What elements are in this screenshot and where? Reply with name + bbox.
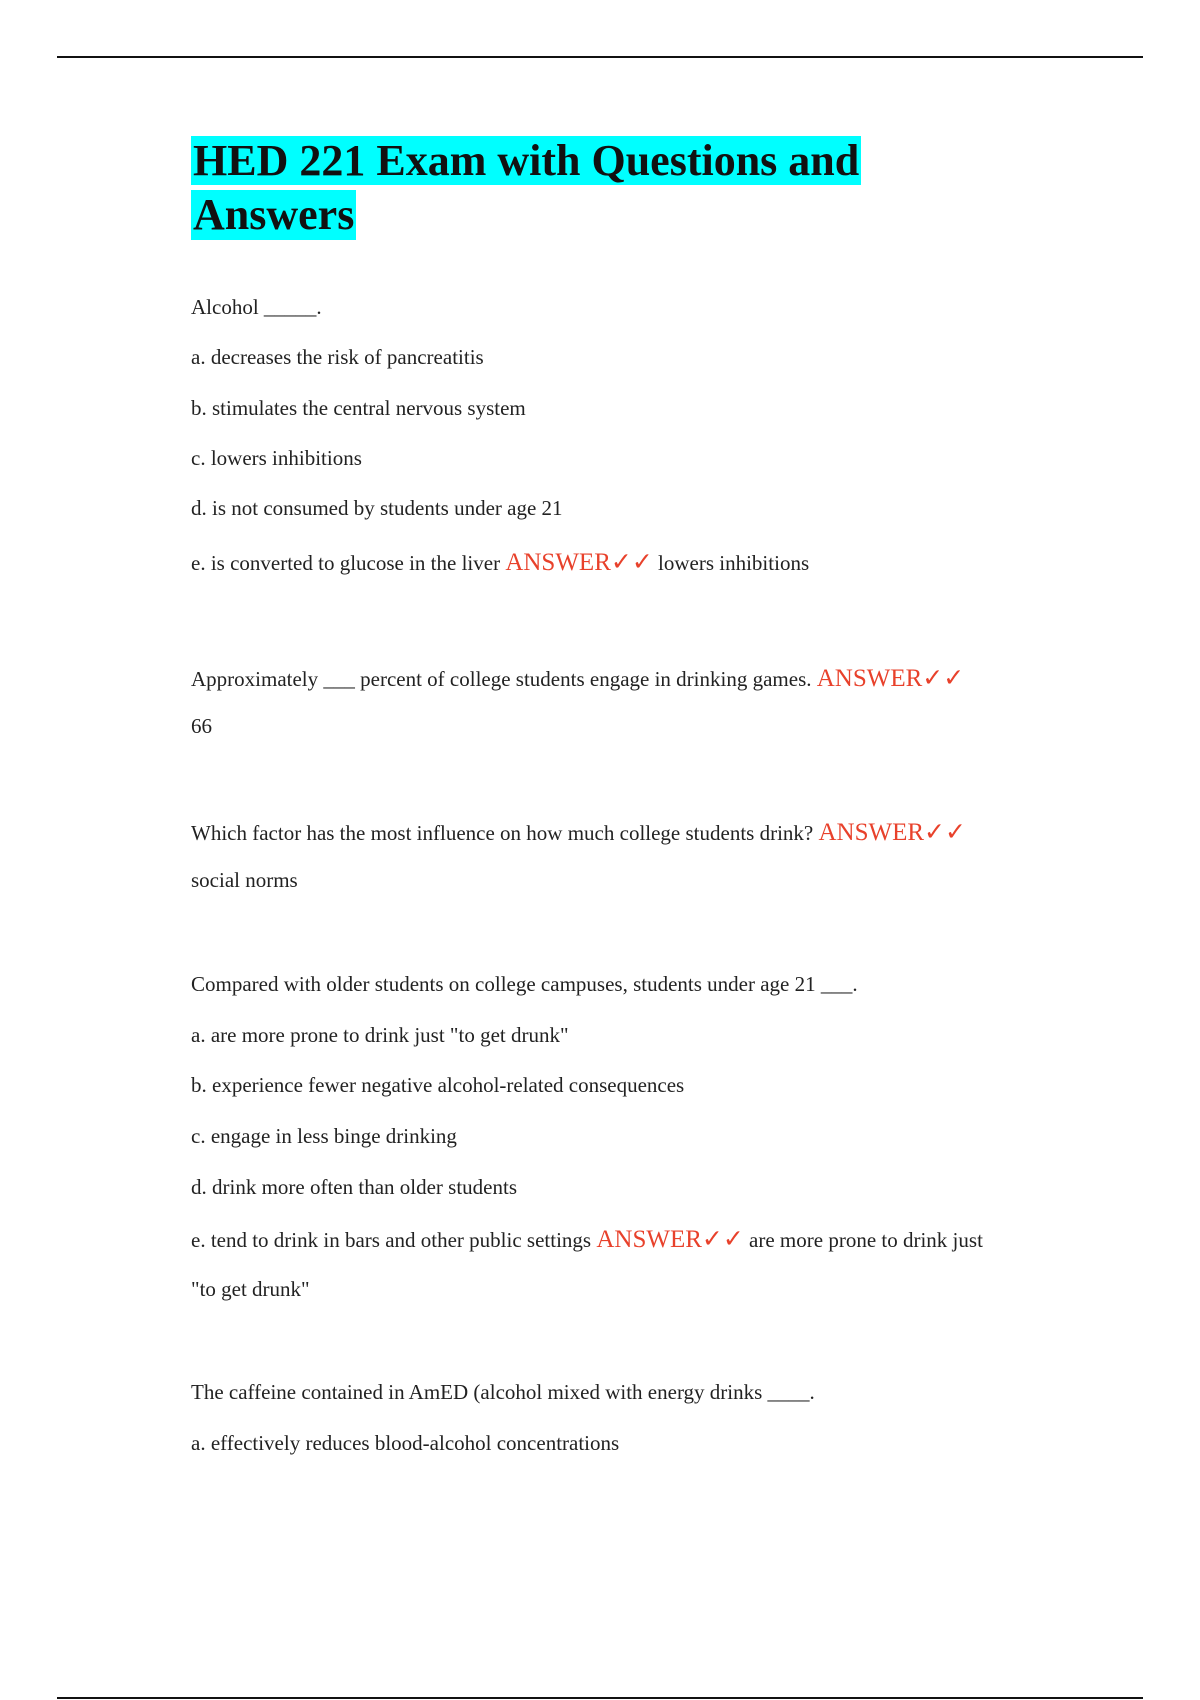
question-2-answer: 66: [191, 714, 212, 738]
answer-continuation: "to get drunk": [191, 1277, 310, 1301]
document-title: [191, 136, 1091, 240]
option-e: e. is converted to glucose in the liver: [191, 551, 501, 575]
option-e-with-answer: [191, 1227, 983, 1253]
question-2-stem: [191, 666, 964, 692]
option-b: b. experience fewer negative alcohol-related consequences: [191, 1073, 685, 1097]
bottom-rule: [57, 1697, 1143, 1699]
answer-label: ANSWER✓✓: [818, 819, 966, 846]
option-c: c. lowers inhibitions: [191, 446, 362, 470]
option-d: d. drink more often than older students: [191, 1175, 518, 1199]
answer-text: are more prone to drink just: [749, 1228, 983, 1252]
option-a: a. effectively reduces blood-alcohol concentrations: [191, 1431, 620, 1455]
question-3-answer: social norms: [191, 868, 298, 892]
answer-label: ANSWER✓✓: [816, 665, 965, 692]
option-c: c. engage in less binge drinking: [191, 1124, 457, 1148]
question-stem: Alcohol _____.: [191, 295, 322, 319]
title-line-2: Answers: [193, 190, 355, 239]
option-e: e. tend to drink in bars and other public settings: [191, 1228, 592, 1252]
question-3-stem: [191, 820, 966, 846]
top-rule: [57, 56, 1143, 58]
document-body: [191, 136, 1091, 1455]
option-a: a. are more prone to drink just "to get drunk": [191, 1023, 569, 1047]
question-4-stem: Compared with older students on college campuses, students under age 21 ___.: [191, 972, 858, 996]
option-d: d. is not consumed by students under age 21: [191, 496, 563, 520]
question-stem: Which factor has the most influence on how much college students drink?: [191, 821, 814, 845]
answer-label: ANSWER✓✓: [596, 1226, 744, 1253]
question-5-stem: The caffeine contained in AmED (alcohol mixed with energy drinks ____.: [191, 1380, 815, 1404]
answer-label: ANSWER✓✓: [505, 549, 653, 576]
answer-text: lowers inhibitions: [658, 551, 810, 575]
option-e-with-answer: [191, 550, 809, 576]
option-b: b. stimulates the central nervous system: [191, 396, 526, 420]
question-1: [191, 294, 322, 320]
option-a: a. decreases the risk of pancreatitis: [191, 345, 484, 369]
title-line-1: HED 221 Exam with Questions and: [193, 136, 860, 185]
question-stem: Approximately ___ percent of college students engage in drinking games.: [191, 667, 812, 691]
